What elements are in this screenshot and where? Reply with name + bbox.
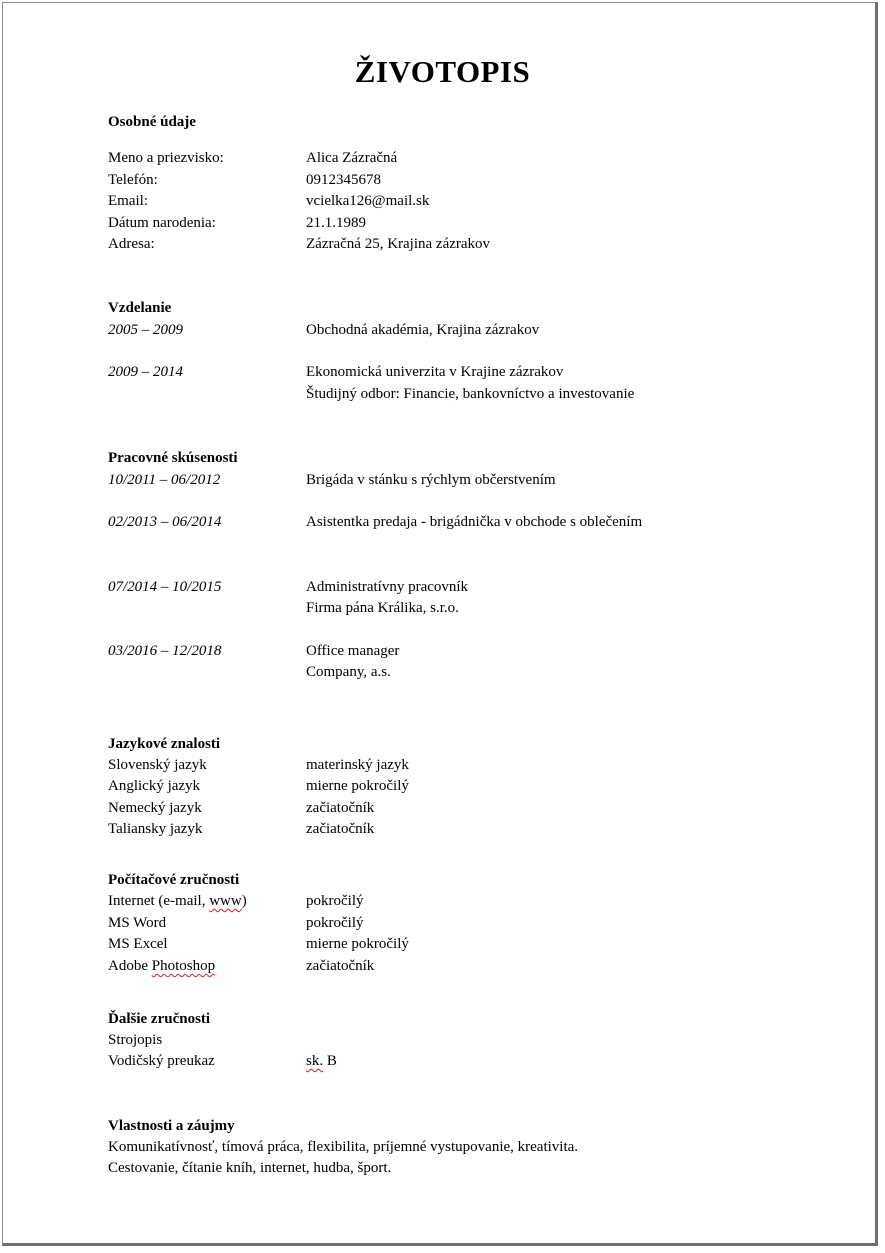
document-title: ŽIVOTOPIS <box>354 54 531 89</box>
education-detail: Študijný odbor: Financie, bankovníctvo a investovanie <box>306 386 635 402</box>
experience-detail: Company, a.s. <box>306 664 391 680</box>
language-level: začiatočník <box>306 821 375 837</box>
skill-internet-level: pokročilý <box>306 893 364 909</box>
language-name: Slovenský jazyk <box>108 757 207 773</box>
language-name: Anglický jazyk <box>108 778 201 794</box>
skill-typing: Strojopis <box>108 1032 163 1048</box>
section-heading-personal: Osobné údaje <box>108 114 196 130</box>
driving-license-label: Vodičský preukaz <box>108 1053 215 1069</box>
education-period: 2005 – 2009 <box>108 322 183 338</box>
section-heading-other: Ďalšie zručnosti <box>108 1011 211 1027</box>
value-phone: 0912345678 <box>306 172 381 188</box>
section-heading-education: Vzdelanie <box>108 300 172 316</box>
label-address: Adresa: <box>108 236 155 252</box>
education-detail: Ekonomická univerzita v Krajine zázrakov <box>306 364 564 380</box>
experience-period: 07/2014 – 10/2015 <box>108 579 222 595</box>
interests-qualities: Komunikatívnosť, tímová práca, flexibilita, príjemné vystupovanie, kreativita. <box>108 1139 579 1155</box>
section-heading-computer: Počítačové zručnosti <box>108 872 240 888</box>
skill-excel-label: MS Excel <box>108 936 168 952</box>
experience-detail: Office manager <box>306 643 400 659</box>
section-heading-interests: Vlastnosti a záujmy <box>108 1118 235 1134</box>
experience-period: 02/2013 – 06/2014 <box>108 514 222 530</box>
section-heading-experience: Pracovné skúsenosti <box>108 450 238 466</box>
value-address: Zázračná 25, Krajina zázrakov <box>306 236 491 252</box>
value-email: vcielka126@mail.sk <box>306 193 430 209</box>
education-detail: Obchodná akadémia, Krajina zázrakov <box>306 322 540 338</box>
driving-license-value: sk. B <box>306 1053 337 1069</box>
skill-internet-label: Internet (e-mail, www) <box>108 893 247 909</box>
label-phone: Telefón: <box>108 172 158 188</box>
education-period: 2009 – 2014 <box>108 364 183 380</box>
value-name: Alica Zázračná <box>306 150 398 166</box>
language-name: Nemecký jazyk <box>108 800 202 816</box>
skill-photoshop-label: Adobe Photoshop <box>108 958 216 974</box>
spellcheck-sk: sk. <box>306 1053 324 1069</box>
skill-word-level: pokročilý <box>306 915 364 931</box>
section-heading-languages: Jazykové znalosti <box>108 736 221 752</box>
label-name: Meno a priezvisko: <box>108 150 224 166</box>
interests-hobbies: Cestovanie, čítanie kníh, internet, hudba, šport. <box>108 1160 392 1176</box>
label-birthdate: Dátum narodenia: <box>108 215 216 231</box>
experience-detail: Brigáda v stánku s rýchlym občerstvením <box>306 472 556 488</box>
label-email: Email: <box>108 193 148 209</box>
experience-detail: Asistentka predaja - brigádnička v obchode s oblečením <box>306 514 643 530</box>
skill-word-label: MS Word <box>108 915 167 931</box>
experience-detail: Administratívny pracovník <box>306 579 469 595</box>
language-level: začiatočník <box>306 800 375 816</box>
experience-detail: Firma pána Králika, s.r.o. <box>306 600 459 616</box>
experience-period: 03/2016 – 12/2018 <box>108 643 222 659</box>
value-birthdate: 21.1.1989 <box>306 215 366 231</box>
spellcheck-www: www <box>209 893 242 909</box>
experience-period: 10/2011 – 06/2012 <box>108 472 221 488</box>
language-name: Taliansky jazyk <box>108 821 203 837</box>
skill-photoshop-level: začiatočník <box>306 958 375 974</box>
language-level: materinský jazyk <box>306 757 409 773</box>
language-level: mierne pokročilý <box>306 778 409 794</box>
skill-excel-level: mierne pokročilý <box>306 936 409 952</box>
spellcheck-photoshop: Photoshop <box>151 958 216 974</box>
